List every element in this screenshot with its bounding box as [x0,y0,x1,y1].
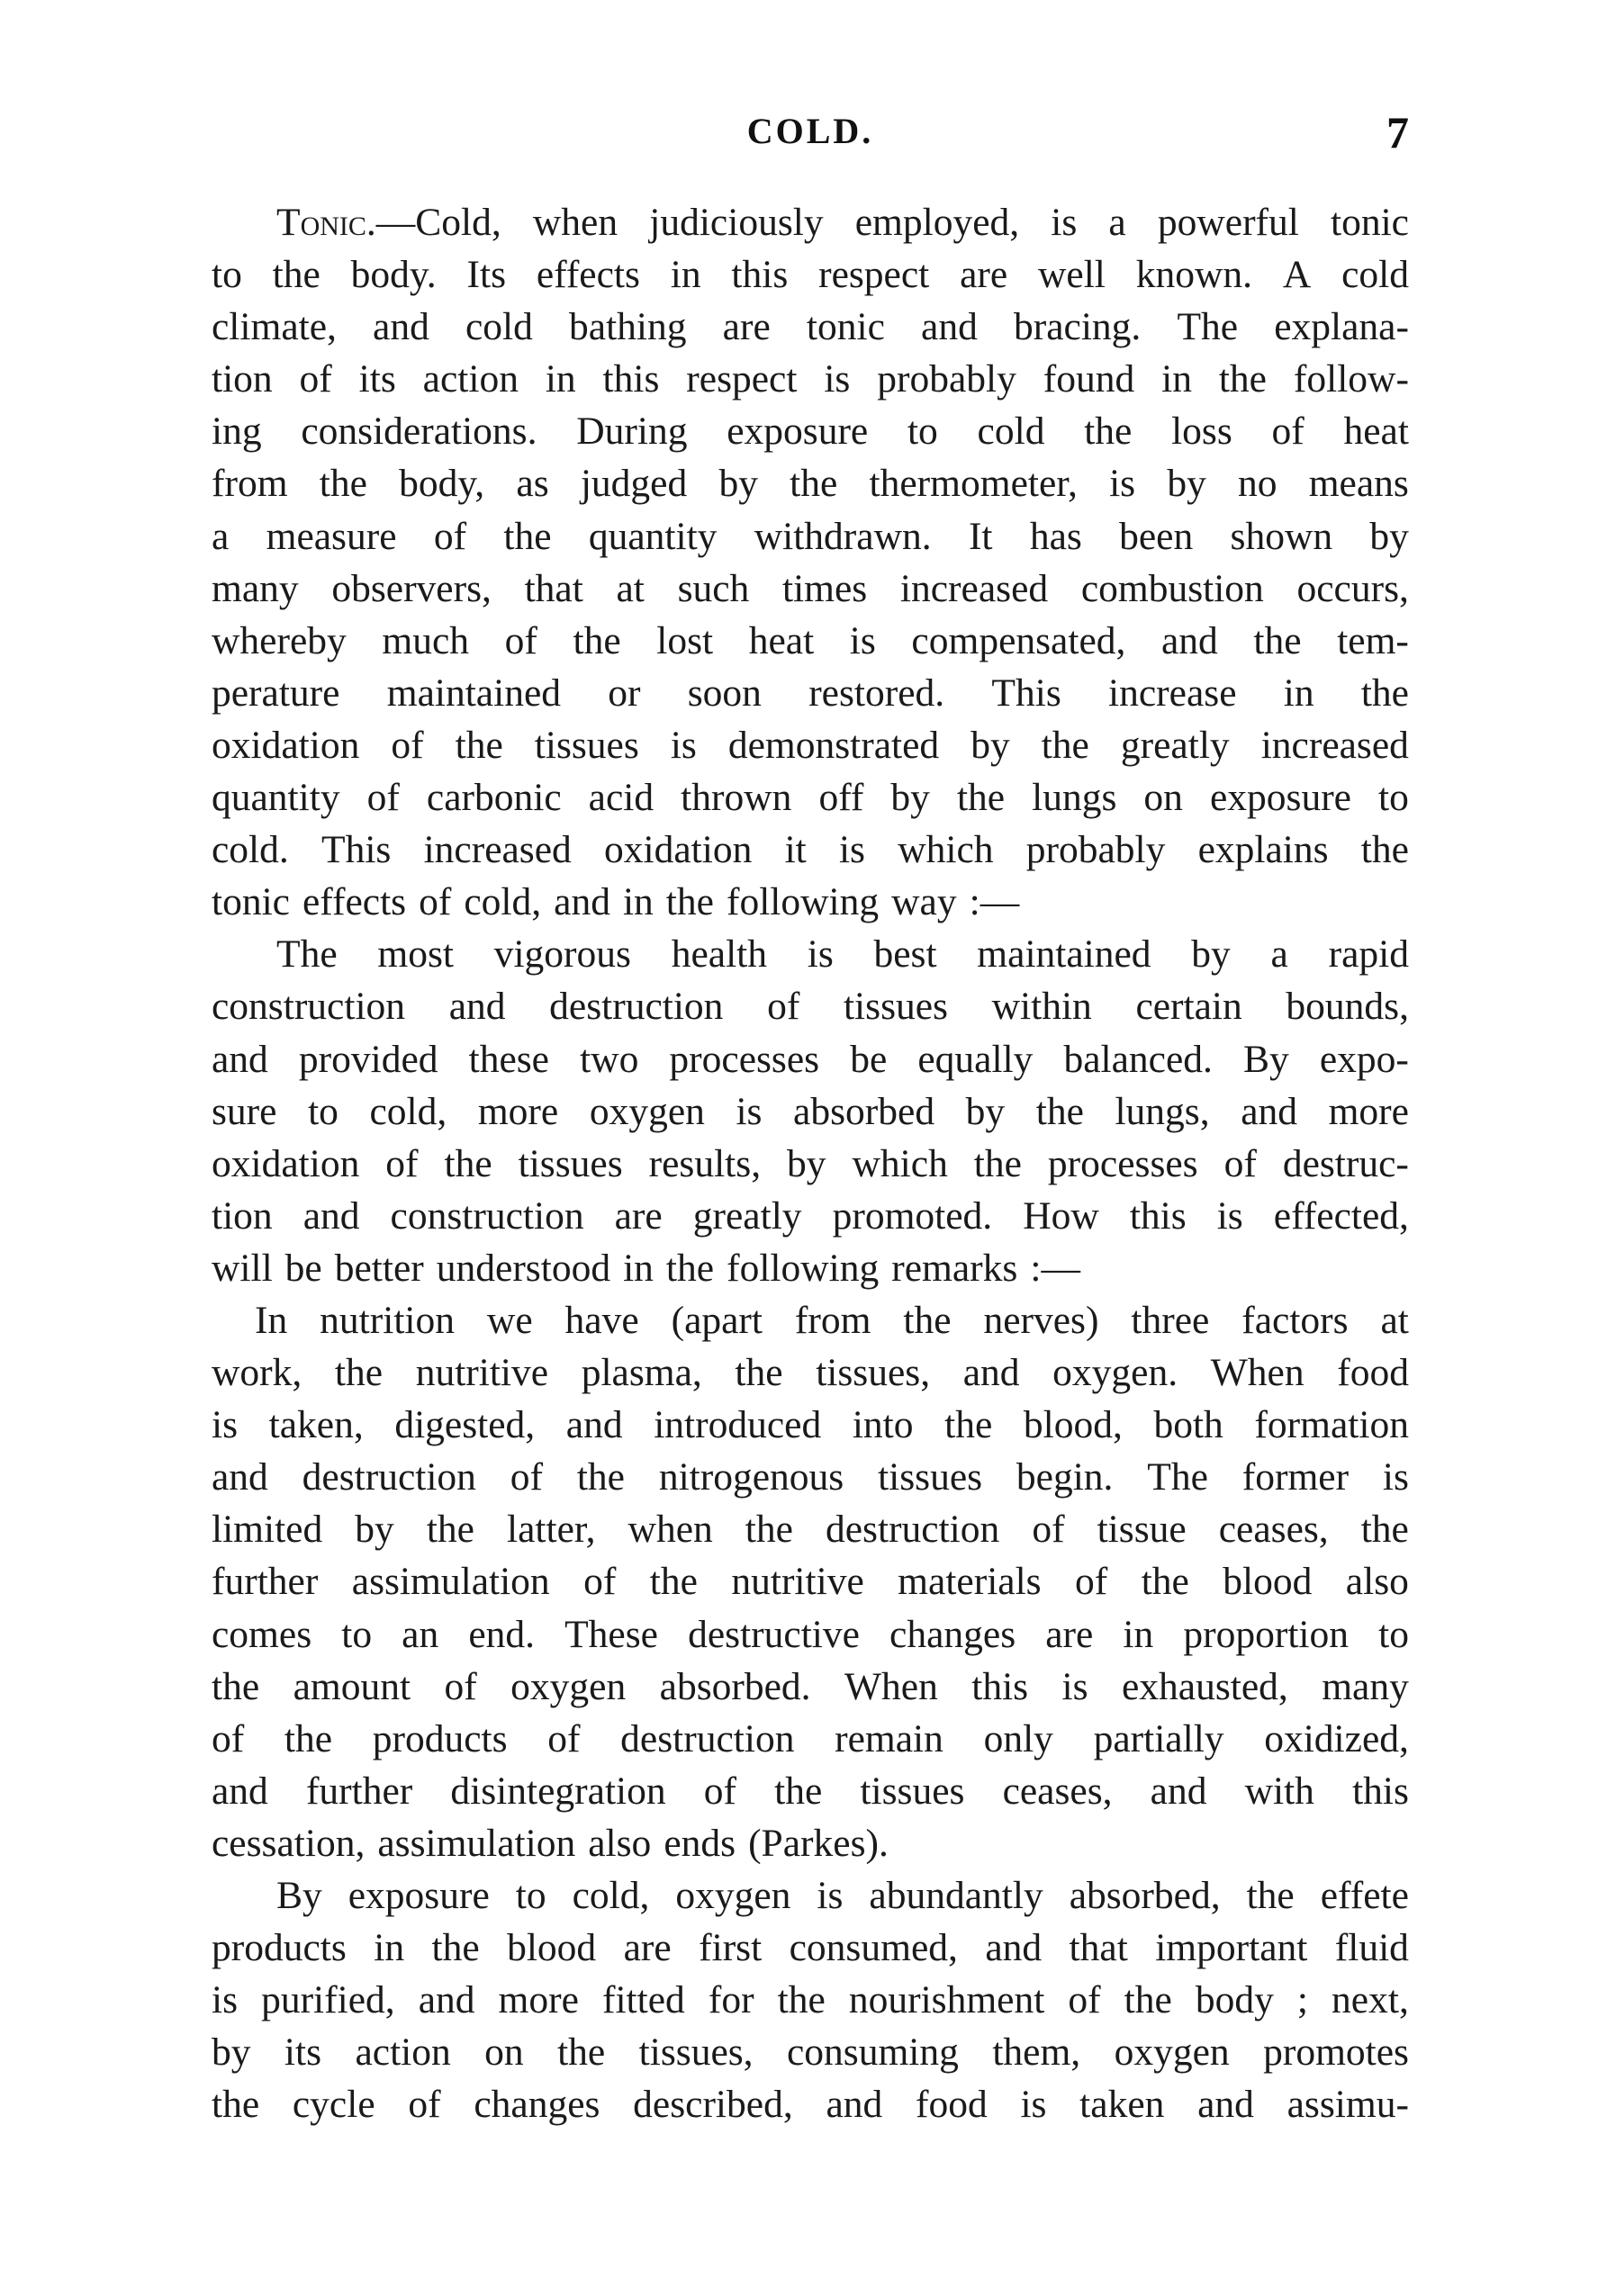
text-line: and provided these two processes be equally balanced. By expo- [212,1037,1409,1081]
paragraph [212,928,1409,1294]
text-line: sure to cold, more oxygen is absorbed by the lungs, and more [212,1089,1409,1133]
running-head [212,107,1409,164]
text-line: By exposure to cold, oxygen is abundantly absorbed, the effete [276,1874,1409,1917]
text-line: and further disintegration of the tissues ceases, and with this [212,1769,1409,1813]
text-line: is purified, and more fitted for the nourishment of the body ; next, [212,1978,1409,2022]
text-line: products in the blood are first consumed, and that important fluid [212,1926,1409,1970]
text-line: further assimulation of the nutritive materials of the blood also [212,1560,1409,1604]
text-line: construction and destruction of tissues within certain bounds, [212,985,1409,1029]
text-line: many observers, that at such times increased combustion occurs, [212,566,1409,610]
paragraph [212,1294,1409,1869]
paragraph [212,196,1409,928]
text-line: limited by the latter, when the destruction of tissue ceases, the [212,1508,1409,1552]
text-line: cold. This increased oxidation it is which probably explains the [212,828,1409,872]
paragraph [212,1869,1409,2130]
text-line: Tonic.—Cold, when judiciously employed, is a powerful tonic [276,201,1409,244]
text-line: tion and construction are greatly promoted. How this is effected, [212,1193,1409,1238]
text-line: the amount of oxygen absorbed. When this is exhausted, many [212,1664,1409,1708]
text-line: from the body, as judged by the thermometer, is by no means [212,462,1409,506]
text-line: of the products of destruction remain only partially oxidized, [212,1716,1409,1760]
text-line: will be better understood in the following remarks :— [212,1246,1080,1290]
page-number: 7 [1386,107,1409,158]
text-line: tonic effects of cold, and in the following way :— [212,880,1020,924]
body-text [212,196,1409,2130]
text-line: climate, and cold bathing are tonic and bracing. The explana- [212,305,1409,349]
text-line: perature maintained or soon restored. This increase in the [212,671,1409,715]
text-line: cessation, assimulation also ends (Parkes). [212,1821,889,1865]
text-line: the cycle of changes described, and food is taken and assimu- [212,2083,1409,2127]
text-line: tion of its action in this respect is probably found in the follow- [212,357,1409,401]
text-line: ing considerations. During exposure to cold the loss of heat [212,410,1409,454]
text-line: a measure of the quantity withdrawn. It has been shown by [212,514,1409,558]
running-title: COLD. [746,111,874,151]
text-line: In nutrition we have (apart from the nerves) three factors at [255,1298,1409,1342]
text-line: quantity of carbonic acid thrown off by the lungs on exposure to [212,776,1409,820]
text-line: and destruction of the nitrogenous tissues begin. The former is [212,1455,1409,1499]
text-line: comes to an end. These destructive changes are in proportion to [212,1612,1409,1656]
text-line: oxidation of the tissues is demonstrated by the greatly increased [212,723,1409,767]
text-line: by its action on the tissues, consuming them, oxygen promotes [212,2030,1409,2075]
text-line: oxidation of the tissues results, by which the processes of destruc- [212,1141,1409,1185]
text-line: to the body. Its effects in this respect are well known. A cold [212,253,1409,297]
text-line: work, the nutritive plasma, the tissues, and oxygen. When food [212,1351,1409,1395]
text-line: The most vigorous health is best maintained by a rapid [276,932,1409,977]
text-line: is taken, digested, and introduced into the blood, both formation [212,1403,1409,1447]
text-line: whereby much of the lost heat is compensated, and the tem- [212,618,1409,662]
